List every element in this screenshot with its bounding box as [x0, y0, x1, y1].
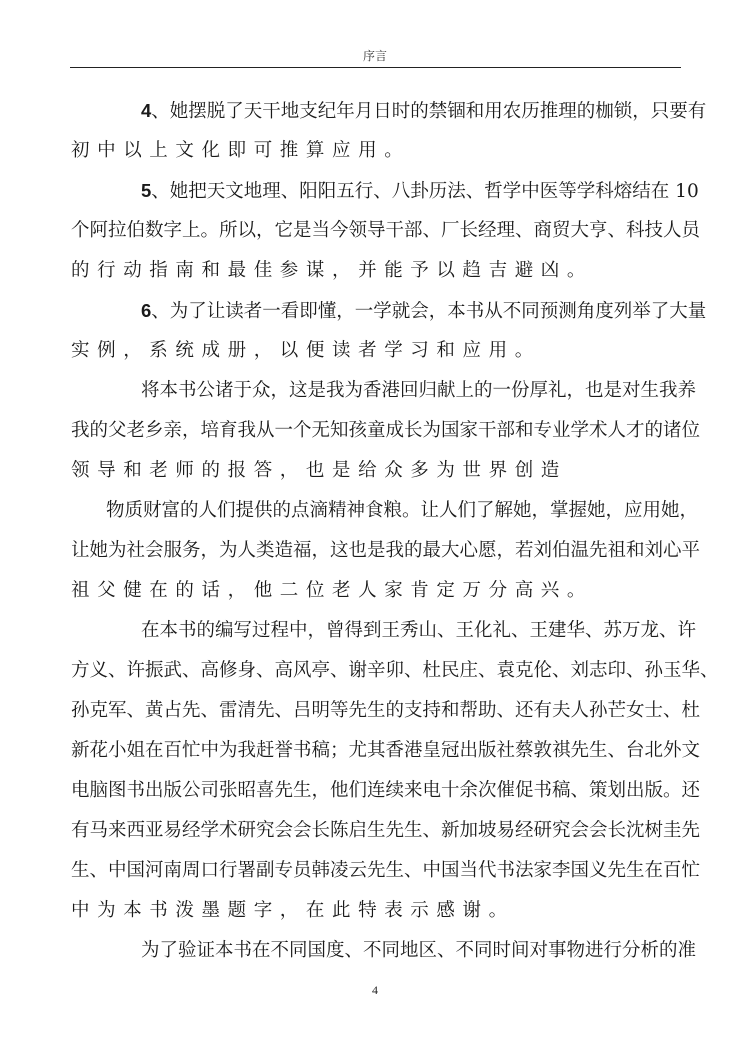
text-line: 中为本书泼墨题字，在此特表示感谢。 [71, 900, 515, 921]
document-body [71, 96, 719, 976]
text-line: 我的父老乡亲，培育我从一个无知孩童成长为国家干部和专业学术人才的诸位 [71, 420, 701, 441]
running-header: 序言 [362, 49, 387, 63]
text-line: 初中以上文化即可推算应用。 [71, 140, 411, 161]
text-line: 的行动指南和最佳参谋，并能予以趋吉避凶。 [71, 260, 594, 281]
text-line: 方义、许振武、高修身、高风亭、谢辛卯、杜民庄、袁克伦、刘志印、孙玉华、 [71, 660, 719, 681]
text-line: 物质财富的人们提供的点滴精神食粮。让人们了解她，掌握她，应用她， [106, 500, 699, 521]
text-line: 让她为社会服务，为人类造福，这也是我的最大心愿，若刘伯温先祖和刘心平 [71, 540, 701, 561]
text-line: 祖父健在的话，他二位老人家肯定万分高兴。 [71, 580, 594, 601]
list-number: 5 [141, 180, 152, 201]
text-line: 领导和老师的报答，也是给众多为世界创造 [71, 460, 567, 481]
text-line: 孙克军、黄占先、雷清先、吕明等先生的支持和帮助、还有夫人孙芒女士、杜 [71, 700, 701, 721]
text-line: 将本书公诸于众，这是我为香港回归献上的一份厚礼，也是对生我养 [141, 380, 697, 401]
text-line: 在本书的编写过程中，曾得到王秀山、王化礼、王建华、苏万龙、许 [141, 620, 697, 641]
text-line: 生、中国河南周口行署副专员韩凌云先生、中国当代书法家李国义先生在百忙 [71, 860, 701, 881]
header-rule [70, 67, 681, 68]
page-number: 4 [372, 983, 378, 997]
text-line: 4、她摆脱了天干地支纪年月日时的禁锢和用农历推理的枷锁，只要有 [141, 100, 707, 122]
text-line: 5、她把天文地理、阳阳五行、八卦历法、哲学中医等学科熔结在 10 [141, 180, 699, 202]
text-line: 实例，系统成册，以便读者学习和应用。 [71, 340, 541, 361]
text-line: 个阿拉伯数字上。所以，它是当今领导干部、厂长经理、商贸大亨、科技人员 [71, 220, 701, 241]
text-line: 电脑图书出版公司张昭喜先生，他们连续来电十余次催促书稿、策划出版。还 [71, 780, 701, 801]
text-line: 6、为了让读者一看即懂，一学就会，本书从不同预测角度列举了大量 [141, 300, 707, 322]
text-line: 有马来西亚易经学术研究会会长陈启生先生、新加坡易经研究会会长沈树圭先 [71, 820, 701, 841]
text-line: 为了验证本书在不同国度、不同地区、不同时间对事物进行分析的准 [141, 940, 697, 961]
text-line: 新花小姐在百忙中为我赶誉书稿；尤其香港皇冠出版社蔡敦祺先生、台北外文 [71, 740, 701, 761]
list-number: 6 [141, 300, 152, 321]
list-number: 4 [141, 100, 152, 121]
